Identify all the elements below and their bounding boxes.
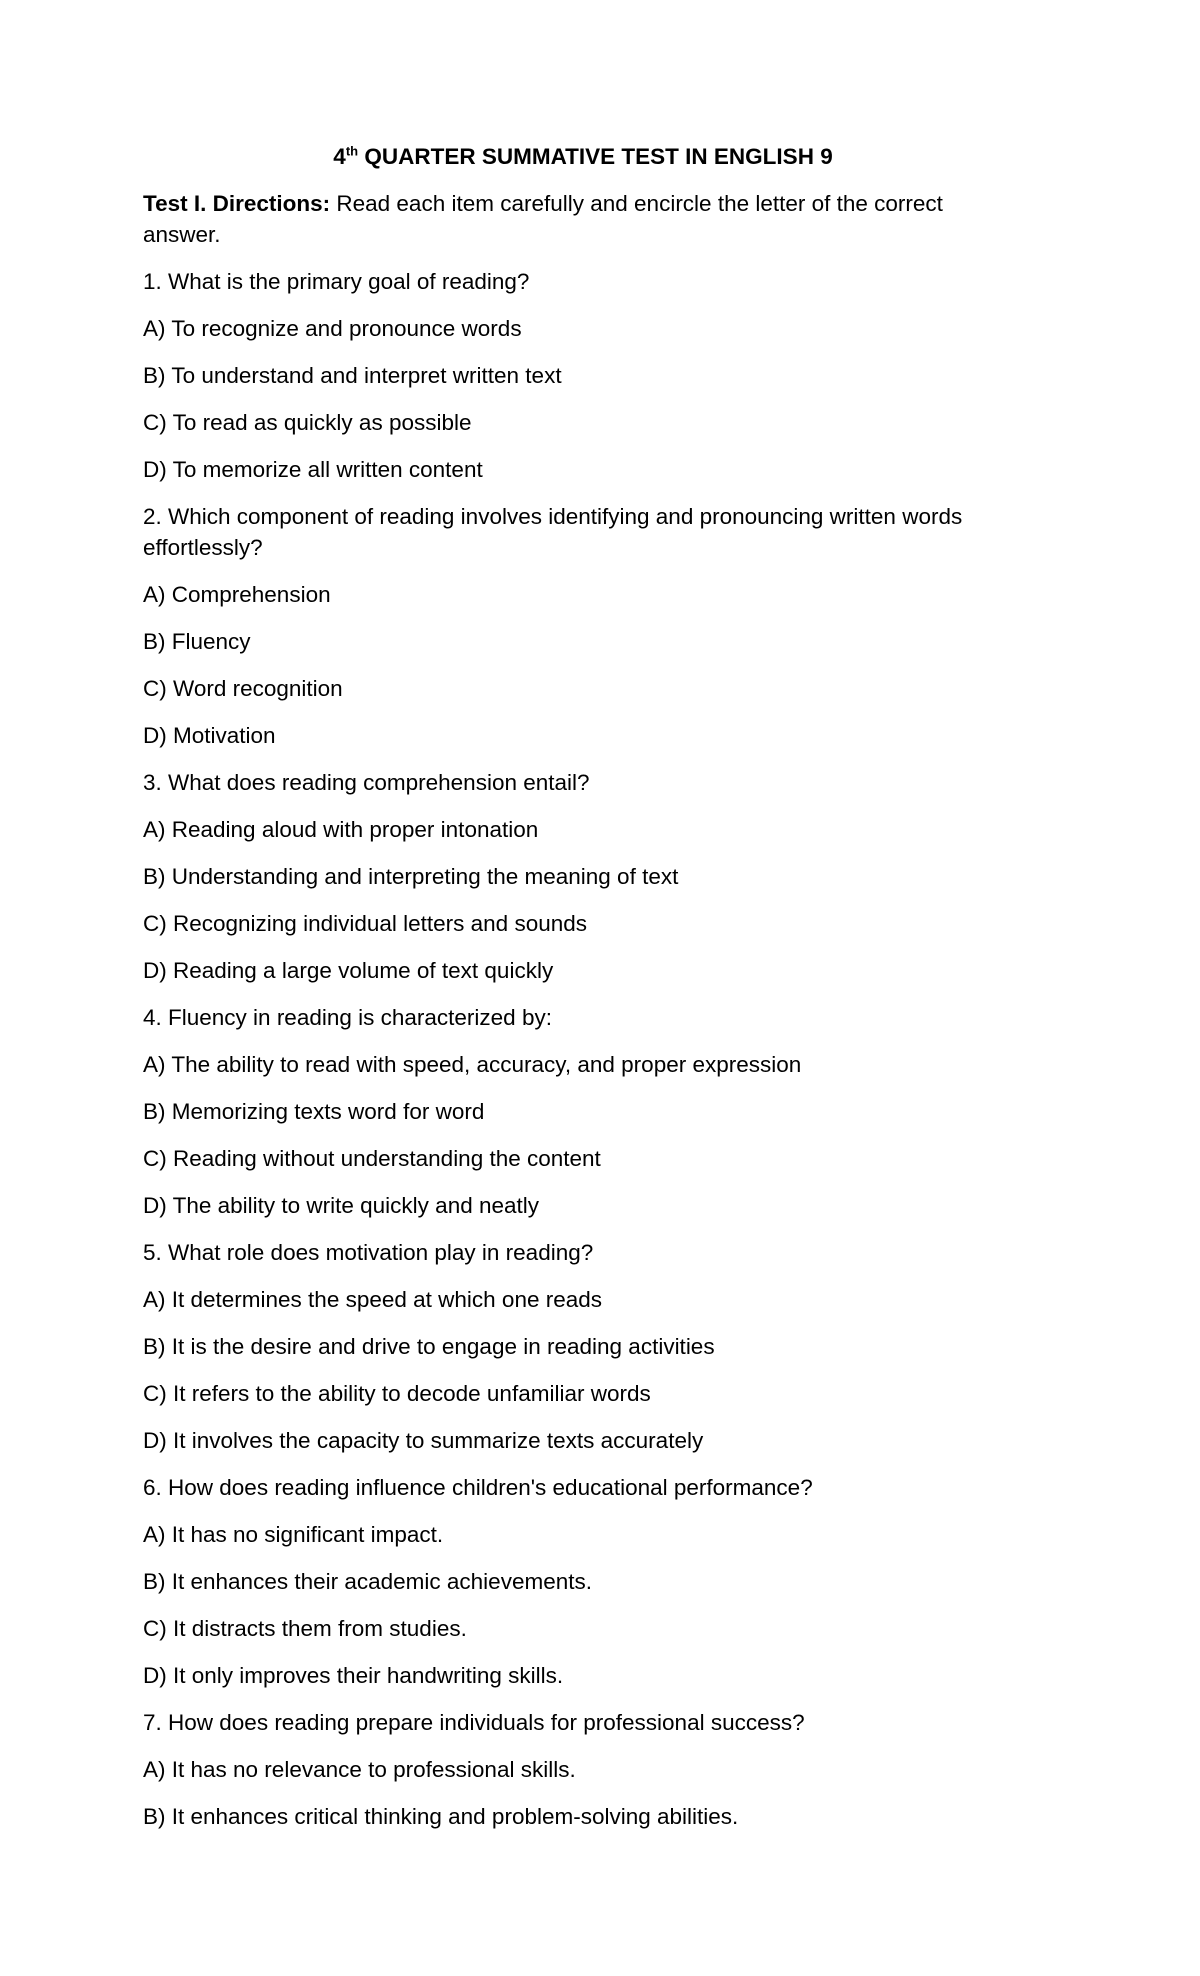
answer-option[interactable]: B) Fluency (143, 629, 251, 654)
question-prompt: 5. What role does motivation play in reading? (143, 1240, 594, 1265)
document-content (143, 141, 1023, 1848)
answer-option[interactable]: B) It enhances their academic achievements. (143, 1569, 592, 1594)
question-2 (143, 501, 1023, 751)
answer-option[interactable]: B) Understanding and interpreting the meaning of text (143, 864, 679, 889)
test-directions (143, 188, 1023, 250)
answer-option[interactable]: D) Motivation (143, 723, 276, 748)
answer-option[interactable]: C) Reading without understanding the content (143, 1146, 601, 1171)
answer-option[interactable]: A) It has no significant impact. (143, 1522, 444, 1547)
answer-option[interactable]: A) The ability to read with speed, accuracy, and proper expression (143, 1052, 802, 1077)
directions-label: Test I. Directions: (143, 191, 331, 216)
question-4 (143, 1002, 1023, 1221)
question-prompt: 4. Fluency in reading is characterized by: (143, 1005, 552, 1030)
page-title (143, 141, 1023, 172)
answer-option[interactable]: C) Word recognition (143, 676, 343, 701)
title-superscript: th (345, 143, 359, 159)
answer-option[interactable]: A) It determines the speed at which one reads (143, 1287, 603, 1312)
answer-option[interactable]: C) It distracts them from studies. (143, 1616, 467, 1641)
answer-option[interactable]: D) To memorize all written content (143, 457, 483, 482)
answer-option[interactable]: B) Memorizing texts word for word (143, 1099, 485, 1124)
answer-option[interactable]: A) To recognize and pronounce words (143, 316, 522, 341)
question-prompt: 6. How does reading influence children's educational performance? (143, 1475, 813, 1500)
answer-option[interactable]: D) It involves the capacity to summarize texts accurately (143, 1428, 704, 1453)
directions-text: Read each item carefully and encircle the letter of the correct answer. (143, 191, 943, 247)
answer-option[interactable]: A) It has no relevance to professional skills. (143, 1757, 576, 1782)
answer-option[interactable]: C) It refers to the ability to decode unfamiliar words (143, 1381, 651, 1406)
answer-option[interactable]: C) To read as quickly as possible (143, 410, 472, 435)
question-5 (143, 1237, 1023, 1456)
question-prompt: 2. Which component of reading involves identifying and pronouncing written words effortlessly? (143, 504, 963, 560)
answer-option[interactable]: B) To understand and interpret written text (143, 363, 562, 388)
title-number: 4 (333, 144, 346, 169)
answer-option[interactable]: A) Reading aloud with proper intonation (143, 817, 539, 842)
answer-option[interactable]: C) Recognizing individual letters and sounds (143, 911, 588, 936)
question-prompt: 1. What is the primary goal of reading? (143, 269, 530, 294)
answer-option[interactable]: D) It only improves their handwriting skills. (143, 1663, 564, 1688)
question-1 (143, 266, 1023, 485)
title-text: QUARTER SUMMATIVE TEST IN ENGLISH 9 (358, 144, 833, 169)
question-6 (143, 1472, 1023, 1691)
answer-option[interactable]: A) Comprehension (143, 582, 331, 607)
question-prompt: 3. What does reading comprehension entail? (143, 770, 590, 795)
question-prompt: 7. How does reading prepare individuals for professional success? (143, 1710, 805, 1735)
question-3 (143, 767, 1023, 986)
answer-option[interactable]: D) The ability to write quickly and neatly (143, 1193, 540, 1218)
answer-option[interactable]: B) It enhances critical thinking and problem-solving abilities. (143, 1804, 739, 1829)
answer-option[interactable]: D) Reading a large volume of text quickly (143, 958, 554, 983)
answer-option[interactable]: B) It is the desire and drive to engage in reading activities (143, 1334, 715, 1359)
question-7 (143, 1707, 1023, 1832)
